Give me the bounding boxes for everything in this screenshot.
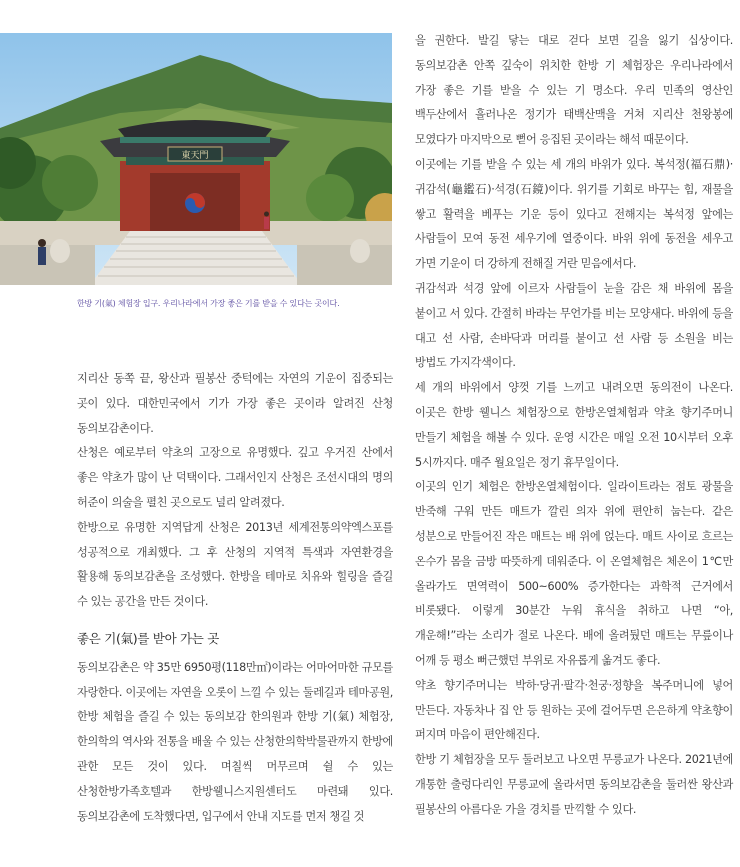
paragraph: 산청은 예로부터 약초의 고장으로 유명했다. 깊고 우거진 산에서 좋은 약초가 많이 난 덕택이다. 그래서인지 산청은 조선시대의 명의 허준이 의술을 펼친 곳으로도 널리 알려졌다. bbox=[77, 446, 393, 509]
paragraph: 이곳에는 기를 받을 수 있는 세 개의 바위가 있다. 복석정(福石鼎)·귀감석(龜鑑石)·석경(石鏡)이다. 위기를 기회로 바꾸는 힘, 재물을 쌓고 활력을 베푸는 기운 등이 있다고 전해지는 복석정 앞에는 사람들이 모여 동전 세우기에 열중이다. 바위 위에 동전을 세우고 가면 기운이 더 강하게 전해질 거란 믿음에서다. bbox=[415, 157, 733, 271]
right-column bbox=[415, 29, 733, 823]
paragraph: 약초 향기주머니는 박하·당귀·팔각·천궁·정향을 복주머니에 넣어 만든다. 자동차나 집 안 등 원하는 곳에 걸어두면 은은하게 약초향이 퍼지며 마음이 편안해진다. bbox=[415, 678, 733, 742]
paragraph: 을 권한다. 발길 닿는 대로 걷다 보면 길을 잃기 십상이다. 동의보감촌 안쪽 깊숙이 위치한 한방 기 체험장은 우리나라에서 가장 좋은 기를 받을 수 있는 기 명소다. 우리 민족의 영산인 백두산에서 흘러나온 정기가 태백산맥을 거쳐 지리산 천왕봉에 모였다가 마지막으로 뻗어 응집된 곳이라는 해석 때문이다. bbox=[415, 34, 733, 147]
paragraph: 한방 기 체험장을 모두 둘러보고 나오면 무릉교가 나온다. 2021년에 개통한 출렁다리인 무릉교에 올라서면 동의보감촌을 둘러싼 왕산과 필봉산의 아름다운 가을 경치를 만끽할 수 있다. bbox=[415, 753, 733, 816]
paragraph: 한방으로 유명한 지역답게 산청은 2013년 세계전통의약엑스포를 성공적으로 개최했다. 그 후 산청의 지역적 특색과 자연환경을 활용해 동의보감촌을 조성했다. 한방을 테마로 치유와 힐링을 즐길 수 있는 공간을 만든 것이다. bbox=[77, 520, 393, 609]
gate-photo-illustration bbox=[0, 33, 392, 285]
paragraph: 이곳의 인기 체험은 한방온열체험이다. 일라이트라는 점토 광물을 반죽해 구워 만든 매트가 깔린 의자 위에 편안히 눕는다. 같은 성분으로 만들어진 작은 매트는 배 위에 얹는다. 매트 사이로 흐르는 온수가 몸을 금방 따뜻하게 데워준다. 이 온열체험은 체온이 1℃만 올라가도 면역력이 500~600% 증가한다는 과학적 근거에서 비롯됐다. 이렇게 30분간 누워 휴식을 취하고 나면 “아, 개운해!”라는 소리가 절로 나온다. 배에 올려뒀던 매트는 무릎이나 어깨 등 평소 뻐근했던 부위로 자유롭게 옮겨도 좋다. bbox=[415, 480, 733, 667]
paragraph: 세 개의 바위에서 양껏 기를 느끼고 내려오면 동의전이 나온다. 이곳은 한방 웰니스 체험장으로 한방온열체험과 약초 향기주머니 만들기 체험을 해볼 수 있다. 운영 시간은 매일 오전 10시부터 오후 5시까지다. 매주 월요일은 정기 휴무일이다. bbox=[415, 381, 733, 469]
paragraph: 귀감석과 석경 앞에 이르자 사람들이 눈을 감은 채 바위에 몸을 붙이고 서 있다. 간절히 바라는 무언가를 비는 모양새다. 바위에 등을 대고 선 사람, 손바닥과 머리를 붙이고 선 사람 등 소원을 비는 방법도 가지각색이다. bbox=[415, 281, 733, 370]
paragraph: 지리산 동쪽 끝, 왕산과 필봉산 중턱에는 자연의 기운이 집중되는 곳이 있다. 대한민국에서 기가 가장 좋은 곳이라 알려진 산청 동의보감촌이다. bbox=[77, 372, 393, 435]
gate-sign-text: 東天門 bbox=[181, 151, 209, 161]
section-heading: 좋은 기(氣)를 받아 가는 곳 bbox=[77, 630, 220, 646]
photo-caption: 한방 기(氣) 체험장 입구. 우리나라에서 가장 좋은 기를 받을 수 있다는 곳이다. bbox=[77, 299, 340, 308]
paragraph: 동의보감촌은 약 35만 6950평(118만㎡)이라는 어마어마한 규모를 자랑한다. 이곳에는 자연을 오롯이 느낄 수 있는 둘레길과 테마공원, 한방 체험을 즐길 수 있는 동의보감 한의원과 한방 기(氣) 체험장, 한의학의 역사와 전통을 배울 수 있는 산청한의학박물관까지 한방에 관한 모든 것이 있다. 며칠씩 머무르며 쉴 수 있는 산청한방가족호텔과 한방웰니스지원센터도 마련돼 있다. 동의보감촌에 도착했다면, 입구에서 안내 지도를 먼저 챙길 것 bbox=[77, 660, 393, 823]
left-column bbox=[77, 367, 393, 829]
gate-photo bbox=[0, 33, 392, 285]
